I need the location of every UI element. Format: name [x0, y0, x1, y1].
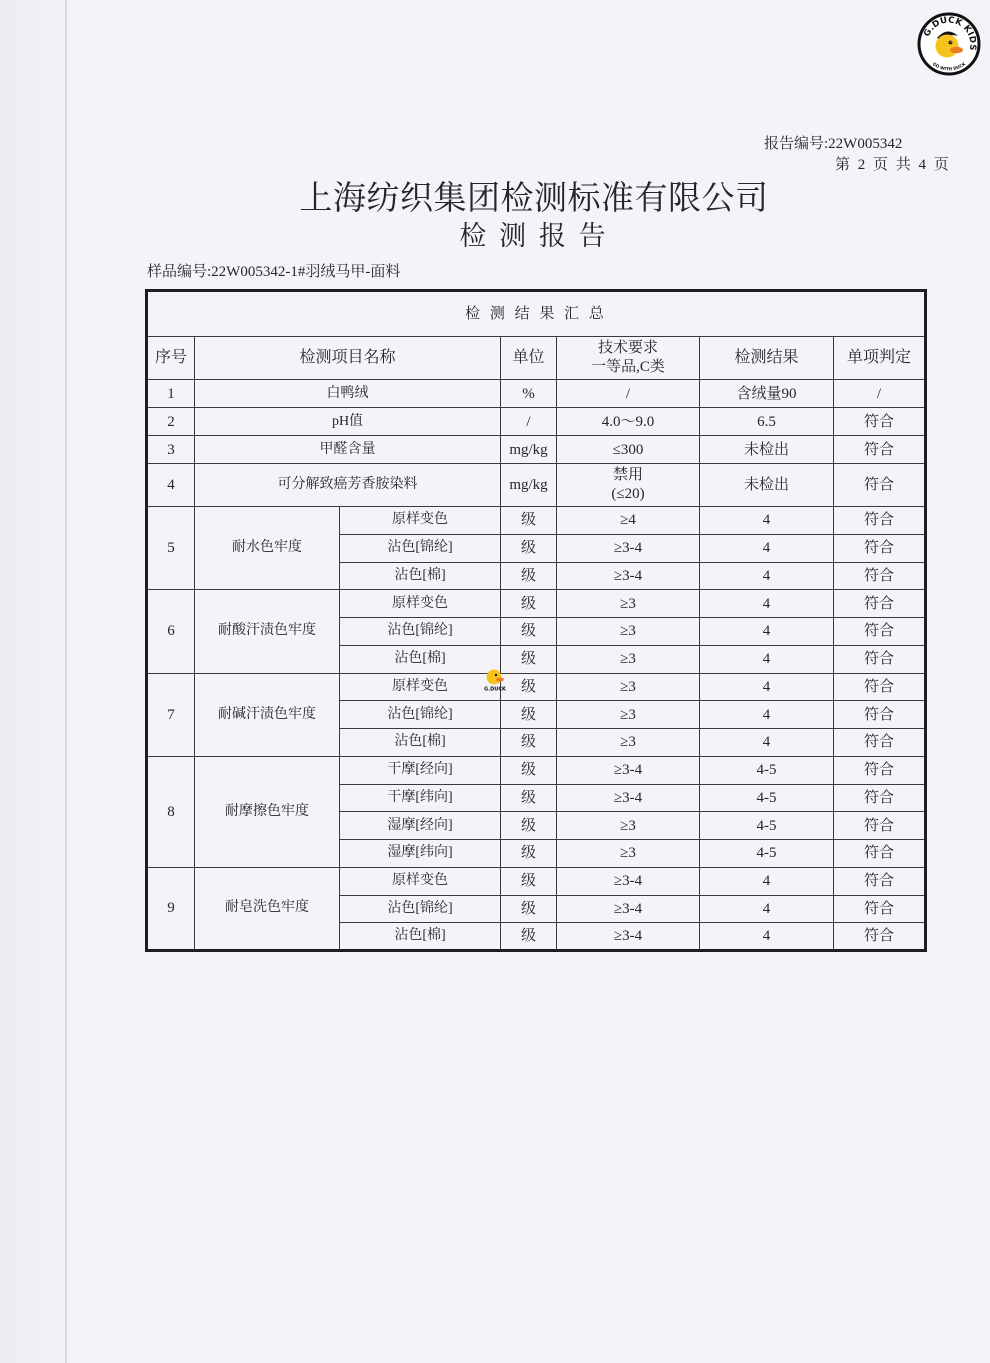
- unit: 级: [501, 867, 557, 895]
- table-caption-row: [147, 291, 926, 337]
- sub-item-name: 沾色[棉]: [340, 729, 501, 757]
- result: 4: [700, 534, 834, 562]
- requirement: ≥3-4: [557, 895, 700, 923]
- unit: 级: [501, 645, 557, 673]
- verdict: 符合: [834, 784, 926, 812]
- column-header-result: 检测结果: [700, 337, 834, 380]
- requirement: ≥3: [557, 729, 700, 757]
- verdict: 符合: [834, 562, 926, 590]
- row-number: 2: [147, 408, 195, 436]
- table-row: [147, 590, 926, 618]
- duck-icon: [487, 670, 505, 685]
- unit: 级: [501, 618, 557, 646]
- column-header-unit: 单位: [501, 337, 557, 380]
- test-item-name: 耐摩擦色牢度: [195, 756, 340, 867]
- g-duck-kids-logo: [917, 12, 981, 76]
- unit: 级: [501, 729, 557, 757]
- sub-item-name: 湿摩[经向]: [340, 812, 501, 840]
- unit: %: [501, 380, 557, 408]
- verdict: 符合: [834, 701, 926, 729]
- requirement: ≥3: [557, 673, 700, 701]
- requirement: ≥3: [557, 812, 700, 840]
- test-item-name: 甲醛含量: [195, 436, 501, 464]
- row-number: 9: [147, 867, 195, 950]
- unit: 级: [501, 923, 557, 951]
- result: 未检出: [700, 436, 834, 464]
- result: 4: [700, 618, 834, 646]
- result: 6.5: [700, 408, 834, 436]
- requirement: ≥3: [557, 701, 700, 729]
- requirement: 4.0～9.0: [557, 408, 700, 436]
- requirement: ≥3-4: [557, 756, 700, 784]
- requirement: ≥3-4: [557, 923, 700, 951]
- requirement: ≥3: [557, 590, 700, 618]
- requirement: ≥3: [557, 618, 700, 646]
- sub-item-name: 沾色[锦纶]: [340, 895, 501, 923]
- requirement: ≥3-4: [557, 534, 700, 562]
- unit: 级: [501, 562, 557, 590]
- result: 4: [700, 507, 834, 535]
- row-number: 3: [147, 436, 195, 464]
- unit: 级: [501, 507, 557, 535]
- sub-item-name: 原样变色: [340, 673, 501, 701]
- table-row: [147, 436, 926, 464]
- sub-item-name: 沾色[锦纶]: [340, 701, 501, 729]
- requirement: ≥3: [557, 840, 700, 868]
- result: 4: [700, 645, 834, 673]
- unit: mg/kg: [501, 464, 557, 507]
- verdict: 符合: [834, 464, 926, 507]
- verdict: 符合: [834, 867, 926, 895]
- verdict: 符合: [834, 673, 926, 701]
- unit: 级: [501, 895, 557, 923]
- sub-item-name: 干摩[经向]: [340, 756, 501, 784]
- verdict: 符合: [834, 534, 926, 562]
- verdict: 符合: [834, 756, 926, 784]
- test-item-name: pH值: [195, 408, 501, 436]
- test-item-name: 可分解致癌芳香胺染料: [195, 464, 501, 507]
- result: 4: [700, 729, 834, 757]
- logo-ring-text: G.DUCK KIDS: [922, 15, 978, 52]
- logo-tagline: GO WITH DUCK: [931, 61, 967, 72]
- requirement: ≥3: [557, 645, 700, 673]
- result: 4-5: [700, 784, 834, 812]
- results-table: [145, 289, 927, 952]
- result: 4-5: [700, 840, 834, 868]
- sub-item-name: 湿摩[纬向]: [340, 840, 501, 868]
- watermark-text: G.DUCK: [484, 686, 506, 693]
- column-header-item: 检测项目名称: [195, 337, 501, 380]
- table-row: [147, 380, 926, 408]
- result: 4-5: [700, 812, 834, 840]
- requirement-header-line: 一等品,C类: [591, 359, 665, 375]
- unit: 级: [501, 840, 557, 868]
- result: 4: [700, 590, 834, 618]
- result: 4: [700, 923, 834, 951]
- unit: 级: [501, 534, 557, 562]
- row-number: 1: [147, 380, 195, 408]
- sub-item-name: 沾色[棉]: [340, 923, 501, 951]
- sub-item-name: 原样变色: [340, 867, 501, 895]
- test-item-name: 耐水色牢度: [195, 507, 340, 590]
- report-subtitle: 检 测 报 告: [459, 221, 609, 251]
- result: 4: [700, 562, 834, 590]
- verdict: 符合: [834, 923, 926, 951]
- row-number: 4: [147, 464, 195, 507]
- requirement-header-line: 技术要求: [597, 340, 658, 356]
- result: 4: [700, 701, 834, 729]
- requirement: ≥3-4: [557, 562, 700, 590]
- row-number: 8: [147, 756, 195, 867]
- column-header-requirement: [557, 337, 700, 380]
- test-item-name: 耐碱汗渍色牢度: [195, 673, 340, 756]
- verdict: 符合: [834, 436, 926, 464]
- column-header-verdict: 单项判定: [834, 337, 926, 380]
- table-row: [147, 408, 926, 436]
- verdict: 符合: [834, 408, 926, 436]
- verdict: 符合: [834, 895, 926, 923]
- verdict: 符合: [834, 507, 926, 535]
- unit: 级: [501, 784, 557, 812]
- verdict: 符合: [834, 618, 926, 646]
- result: 4: [700, 895, 834, 923]
- unit: /: [501, 408, 557, 436]
- requirement-line: 禁用: [612, 467, 643, 483]
- result: 4: [700, 867, 834, 895]
- table-row: [147, 673, 926, 701]
- table-row: [147, 464, 926, 507]
- unit: 级: [501, 812, 557, 840]
- verdict: 符合: [834, 590, 926, 618]
- unit: mg/kg: [501, 436, 557, 464]
- unit: 级: [501, 590, 557, 618]
- g-duck-watermark: [482, 667, 508, 693]
- table-body: [147, 380, 926, 951]
- requirement: /: [557, 380, 700, 408]
- test-item-name: 耐酸汗渍色牢度: [195, 590, 340, 673]
- column-header-number: 序号: [147, 337, 195, 380]
- table-row: [147, 867, 926, 895]
- test-item-name: 耐皂洗色牢度: [195, 867, 340, 950]
- scan-edge: [0, 0, 67, 1363]
- sub-item-name: 原样变色: [340, 590, 501, 618]
- row-number: 6: [147, 590, 195, 673]
- table-caption: 检 测 结 果 汇 总: [147, 291, 926, 337]
- unit: 级: [501, 701, 557, 729]
- requirement: ≥4: [557, 507, 700, 535]
- result: 含绒量90: [700, 380, 834, 408]
- sub-item-name: 沾色[棉]: [340, 645, 501, 673]
- page-indicator: 第 2 页 共 4 页: [835, 157, 951, 173]
- sample-number: 样品编号:22W005342-1#羽绒马甲-面料: [147, 264, 401, 280]
- sub-item-name: 沾色[棉]: [340, 562, 501, 590]
- report-number: 报告编号:22W005342: [764, 136, 903, 152]
- sub-item-name: 干摩[纬向]: [340, 784, 501, 812]
- requirement: ≤300: [557, 436, 700, 464]
- sub-item-name: 沾色[锦纶]: [340, 618, 501, 646]
- verdict: 符合: [834, 812, 926, 840]
- unit: 级: [501, 673, 557, 701]
- result: 4: [700, 673, 834, 701]
- sub-item-name: 原样变色: [340, 507, 501, 535]
- verdict: /: [834, 380, 926, 408]
- test-item-name: 白鸭绒: [195, 380, 501, 408]
- row-number: 5: [147, 507, 195, 590]
- sub-item-name: 沾色[锦纶]: [340, 534, 501, 562]
- verdict: 符合: [834, 645, 926, 673]
- table-row: [147, 756, 926, 784]
- verdict: 符合: [834, 840, 926, 868]
- unit: 级: [501, 756, 557, 784]
- row-number: 7: [147, 673, 195, 756]
- table-row: [147, 507, 926, 535]
- requirement: [557, 464, 700, 507]
- requirement: ≥3-4: [557, 867, 700, 895]
- requirement-line: (≤20): [611, 486, 645, 502]
- table-header-row: [147, 337, 926, 380]
- result: 4-5: [700, 756, 834, 784]
- company-title: 上海纺织集团检测标准有限公司: [299, 181, 769, 217]
- verdict: 符合: [834, 729, 926, 757]
- result: 未检出: [700, 464, 834, 507]
- requirement: ≥3-4: [557, 784, 700, 812]
